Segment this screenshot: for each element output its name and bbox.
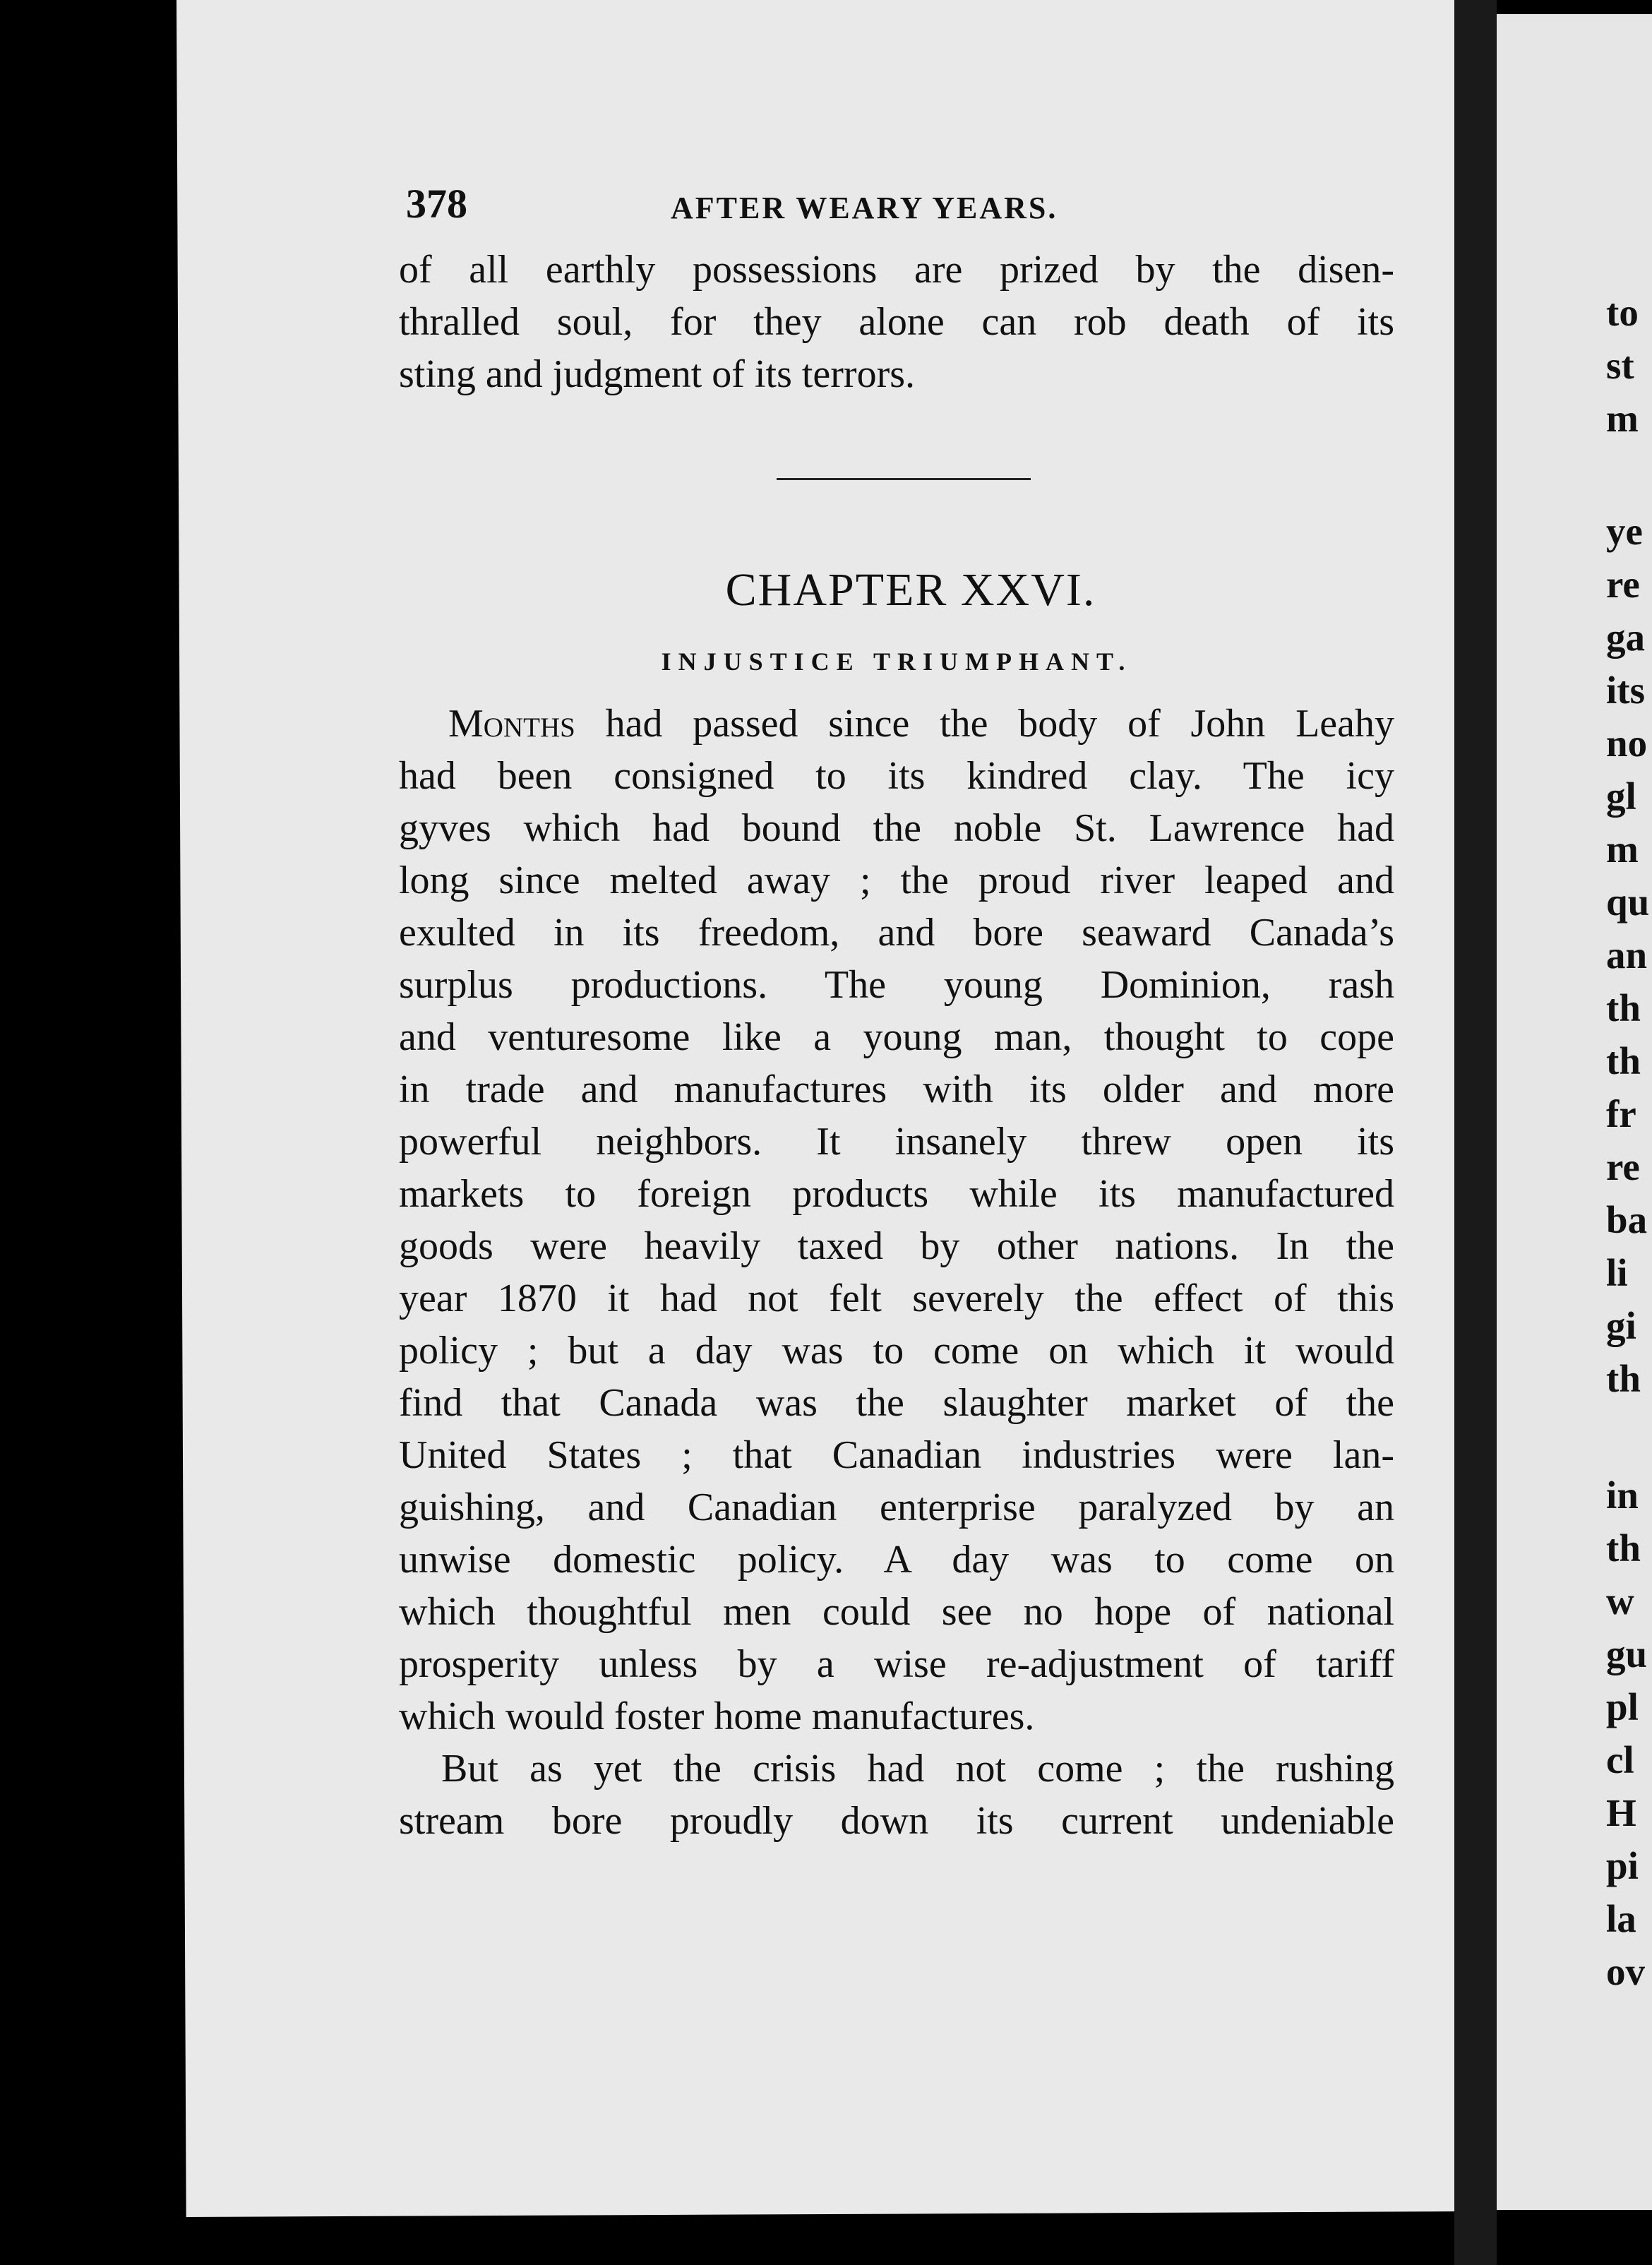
text-line: had been consigned to its kindred clay. The icy xyxy=(399,754,1394,798)
facing-fragment: ba xyxy=(1606,1198,1648,1241)
text-line: policy ; but a day was to come on which it would xyxy=(399,1329,1394,1373)
text-line: sting and judgment of its terrors. xyxy=(399,352,916,396)
text-line: stream bore proudly down its current undeniable xyxy=(399,1799,1394,1843)
facing-fragment: th xyxy=(1606,1357,1641,1400)
text-line: goods were heavily taxed by other nations. In the xyxy=(399,1224,1394,1268)
text-line: surplus productions. The young Dominion, rash xyxy=(399,963,1394,1007)
text-line: of all earthly possessions are prized by the disen- xyxy=(399,248,1394,292)
text-line: year 1870 it had not felt severely the effect of this xyxy=(399,1277,1394,1320)
facing-fragment: ye xyxy=(1606,510,1643,553)
page-content xyxy=(399,180,1394,1847)
facing-fragment: m xyxy=(1606,397,1639,440)
text-line-first xyxy=(399,698,1394,750)
text-line: prosperity unless by a wise re-adjustment of tariff xyxy=(399,1642,1394,1686)
text-line: markets to foreign products while its manufactured xyxy=(399,1172,1394,1216)
intro-paragraph xyxy=(399,244,1394,400)
paragraph-but-as-yet xyxy=(399,1743,1394,1847)
page-gutter xyxy=(1454,0,1497,2265)
facing-fragment: pi xyxy=(1606,1844,1639,1887)
running-title: AFTER WEARY YEARS. xyxy=(671,191,1058,225)
page-number: 378 xyxy=(406,181,467,227)
text-line: which thoughtful men could see no hope of national xyxy=(399,1590,1394,1634)
facing-fragment: th xyxy=(1606,986,1641,1029)
text-line: in trade and manufactures with its older and more xyxy=(399,1068,1394,1111)
facing-fragment: pl xyxy=(1606,1685,1639,1728)
facing-fragment: gl xyxy=(1606,775,1636,818)
facing-fragment: re xyxy=(1606,563,1640,606)
facing-fragment: gu xyxy=(1606,1632,1648,1675)
opening-word: Months xyxy=(448,702,575,746)
facing-fragment: its xyxy=(1606,669,1645,712)
facing-fragment: in xyxy=(1606,1474,1639,1517)
text-line: powerful neighbors. It insanely threw open its xyxy=(399,1120,1394,1164)
section-divider xyxy=(777,478,1031,480)
facing-fragment: st xyxy=(1606,344,1634,387)
facing-fragment: an xyxy=(1606,933,1648,976)
paragraph-months xyxy=(399,698,1394,1743)
text-line: which would foster home manufactures. xyxy=(399,1695,1035,1738)
text-line: exulted in its freedom, and bore seaward Canada’s xyxy=(399,911,1394,955)
facing-fragment: li xyxy=(1606,1251,1628,1294)
facing-fragment: gi xyxy=(1606,1304,1636,1347)
text-line: But as yet the crisis had not come ; the rushing xyxy=(441,1747,1394,1791)
facing-fragment: qu xyxy=(1606,880,1650,924)
facing-fragment: la xyxy=(1606,1897,1636,1940)
chapter-title: CHAPTER XXVI. xyxy=(725,564,1096,616)
facing-fragment: m xyxy=(1606,827,1639,871)
text-line: United States ; that Canadian industries were lan- xyxy=(399,1433,1394,1477)
facing-fragment: re xyxy=(1606,1145,1640,1188)
facing-fragment: w xyxy=(1606,1579,1634,1622)
text-line: and venturesome like a young man, thought to cope xyxy=(399,1015,1394,1059)
text-line: guishing, and Canadian enterprise paralyzed by an xyxy=(399,1486,1394,1529)
facing-fragment: th xyxy=(1606,1039,1641,1082)
facing-fragment: no xyxy=(1606,722,1648,765)
running-head xyxy=(399,180,1394,244)
facing-fragment: ga xyxy=(1606,616,1645,659)
text-line: thralled soul, for they alone can rob death of its xyxy=(399,300,1394,344)
facing-fragment: H xyxy=(1606,1791,1636,1834)
facing-page-edge xyxy=(1497,14,1652,2210)
text-line: long since melted away ; the proud river leaped and xyxy=(399,859,1394,902)
first-line-rest: had passed since the body of John Leahy xyxy=(575,702,1394,746)
facing-fragment: th xyxy=(1606,1526,1641,1570)
facing-fragment: to xyxy=(1606,291,1639,334)
text-line: gyves which had bound the noble St. Lawrence had xyxy=(399,806,1394,850)
text-line: unwise domestic policy. A day was to come on xyxy=(399,1538,1394,1582)
facing-fragment: ov xyxy=(1606,1950,1645,1993)
chapter-subtitle: INJUSTICE TRIUMPHANT. xyxy=(661,647,1132,676)
facing-fragment: cl xyxy=(1606,1738,1634,1781)
text-line: find that Canada was the slaughter market of the xyxy=(399,1381,1394,1425)
facing-fragment: fr xyxy=(1606,1092,1636,1135)
